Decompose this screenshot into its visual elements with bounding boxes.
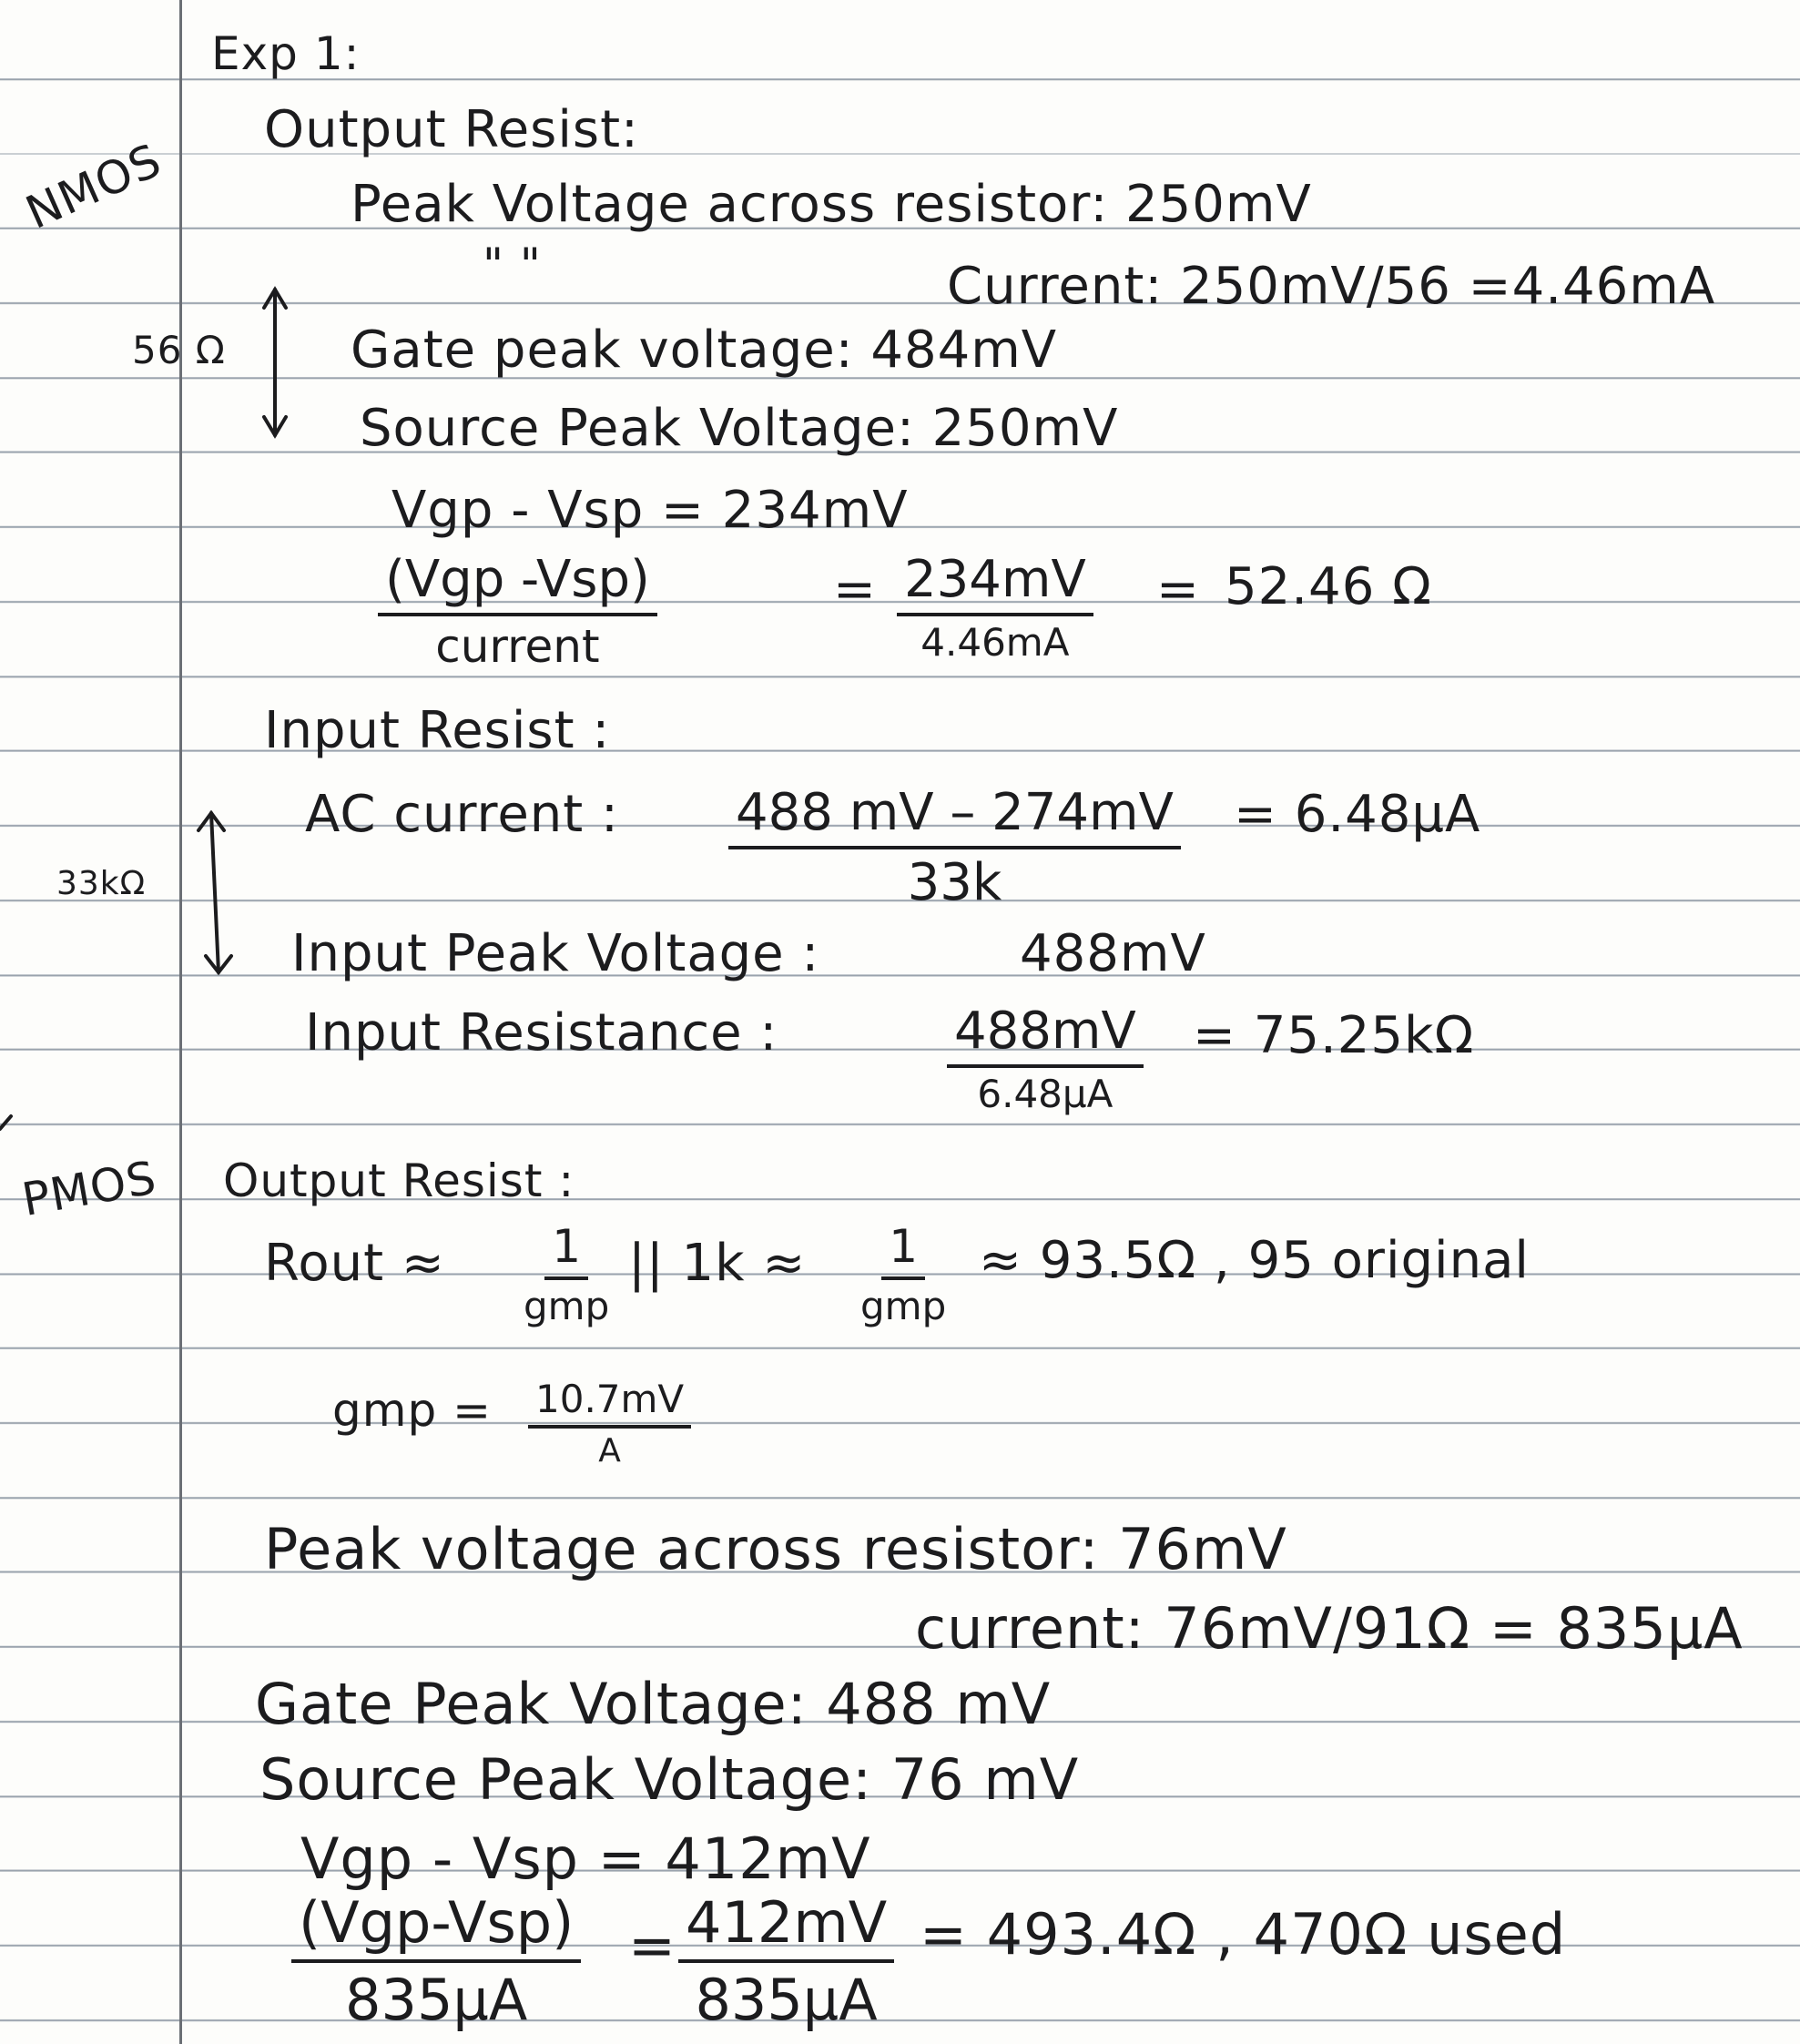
nmos-ratio-result: 52.46 Ω bbox=[1225, 557, 1432, 616]
pmos-vgp-vsp: Vgp - Vsp = 412mV bbox=[300, 1825, 871, 1892]
nmos-input-peak-value: 488mV bbox=[1020, 924, 1206, 983]
pmos-peak-voltage: Peak voltage across resistor: 76mV bbox=[264, 1516, 1287, 1582]
nmos-input-heading: Input Resist : bbox=[264, 701, 611, 760]
nmos-ratio-fraction bbox=[378, 550, 657, 673]
pmos-rout-denominator: gmp bbox=[524, 1284, 610, 1328]
nmos-gate-peak: Gate peak voltage: 484mV bbox=[351, 320, 1058, 380]
nmos-ac-numerator: 488 mV – 274mV bbox=[728, 783, 1181, 849]
nmos-equals-2: = bbox=[1156, 560, 1200, 619]
nmos-ratio-denominator: current bbox=[435, 620, 600, 673]
nmos-ac-denominator: 33k bbox=[907, 853, 1002, 912]
pmos-gmp-fraction bbox=[528, 1377, 691, 1469]
stray-mark bbox=[0, 1116, 11, 1129]
nmos-label: NMOS bbox=[18, 133, 169, 239]
resistor-33k-label: 33kΩ bbox=[56, 865, 147, 902]
nmos-ratio2-fraction bbox=[897, 550, 1093, 665]
arrow-33k-head-up bbox=[198, 813, 224, 830]
nmos-ditto-marks: " " bbox=[483, 239, 542, 291]
pmos-ratio-denominator: 835μA bbox=[345, 1967, 528, 2033]
arrow-56-head-up bbox=[264, 290, 286, 308]
pmos-ratio-numerator: (Vgp-Vsp) bbox=[291, 1889, 581, 1963]
exp-title: Exp 1: bbox=[211, 27, 361, 80]
pmos-gate-peak: Gate Peak Voltage: 488 mV bbox=[255, 1671, 1052, 1737]
pmos-ratio2-denominator: 835μA bbox=[695, 1967, 878, 2033]
pmos-rout-numerator: 1 bbox=[544, 1220, 588, 1280]
pmos-ratio-result: = 493.4Ω , 470Ω used bbox=[920, 1901, 1567, 1968]
pmos-current-line: current: 76mV/91Ω = 835μA bbox=[915, 1595, 1744, 1662]
nmos-input-res-label: Input Resistance : bbox=[305, 1003, 778, 1063]
nmos-current-line: Current: 250mV/56 =4.46mA bbox=[947, 257, 1716, 316]
nmos-vgp-vsp: Vgp - Vsp = 234mV bbox=[392, 481, 909, 540]
arrow-33k-head-down bbox=[206, 956, 231, 972]
nmos-equals-1: = bbox=[833, 560, 877, 619]
nmos-ratio2-denominator: 4.46mA bbox=[920, 620, 1070, 665]
nmos-source-peak: Source Peak Voltage: 250mV bbox=[360, 399, 1119, 458]
pmos-rout-fraction bbox=[524, 1220, 609, 1328]
resistor-56-label: 56 Ω bbox=[132, 328, 226, 372]
pmos-rout-label: Rout ≈ bbox=[264, 1234, 445, 1293]
pmos-label: PMOS bbox=[18, 1151, 161, 1227]
nmos-ratio-numerator: (Vgp -Vsp) bbox=[378, 550, 657, 616]
pmos-rout2-numerator: 1 bbox=[881, 1220, 925, 1280]
pmos-gmp-label: gmp = bbox=[332, 1384, 492, 1437]
pmos-gmp-denominator: A bbox=[598, 1432, 621, 1469]
pmos-source-peak: Source Peak Voltage: 76 mV bbox=[259, 1746, 1080, 1813]
pmos-ratio2-fraction bbox=[678, 1889, 894, 2033]
nmos-input-res-fraction bbox=[947, 1002, 1144, 1116]
nmos-input-res-numerator: 488mV bbox=[947, 1002, 1144, 1068]
nmos-input-peak-label: Input Peak Voltage : bbox=[291, 924, 820, 983]
pmos-ratio-fraction bbox=[291, 1889, 581, 2033]
margin-rule bbox=[179, 0, 182, 2044]
nmos-input-res-denominator: 6.48μA bbox=[977, 1072, 1114, 1116]
nmos-ac-label: AC current : bbox=[305, 785, 619, 844]
pmos-rout-result: ≈ 93.5Ω , 95 original bbox=[979, 1231, 1530, 1290]
nmos-peak-voltage: Peak Voltage across resistor: 250mV bbox=[351, 175, 1312, 234]
nmos-ac-result: = 6.48μA bbox=[1234, 785, 1481, 844]
pmos-rout2-fraction bbox=[860, 1220, 946, 1328]
pmos-gmp-numerator: 10.7mV bbox=[528, 1377, 691, 1429]
nmos-output-heading: Output Resist: bbox=[264, 100, 639, 159]
arrow-33k-line bbox=[211, 813, 219, 972]
pmos-parallel: || 1k ≈ bbox=[628, 1234, 807, 1293]
pmos-output-heading: Output Resist : bbox=[223, 1154, 575, 1207]
arrow-56-head-down bbox=[264, 417, 286, 435]
nmos-input-res-result: = 75.25kΩ bbox=[1193, 1006, 1475, 1065]
nmos-ratio2-numerator: 234mV bbox=[897, 550, 1093, 616]
nmos-ac-fraction bbox=[728, 783, 1181, 912]
pmos-equals-1: = bbox=[628, 1912, 676, 1978]
pmos-ratio2-numerator: 412mV bbox=[678, 1889, 894, 1963]
pmos-rout2-denominator: gmp bbox=[860, 1284, 947, 1328]
